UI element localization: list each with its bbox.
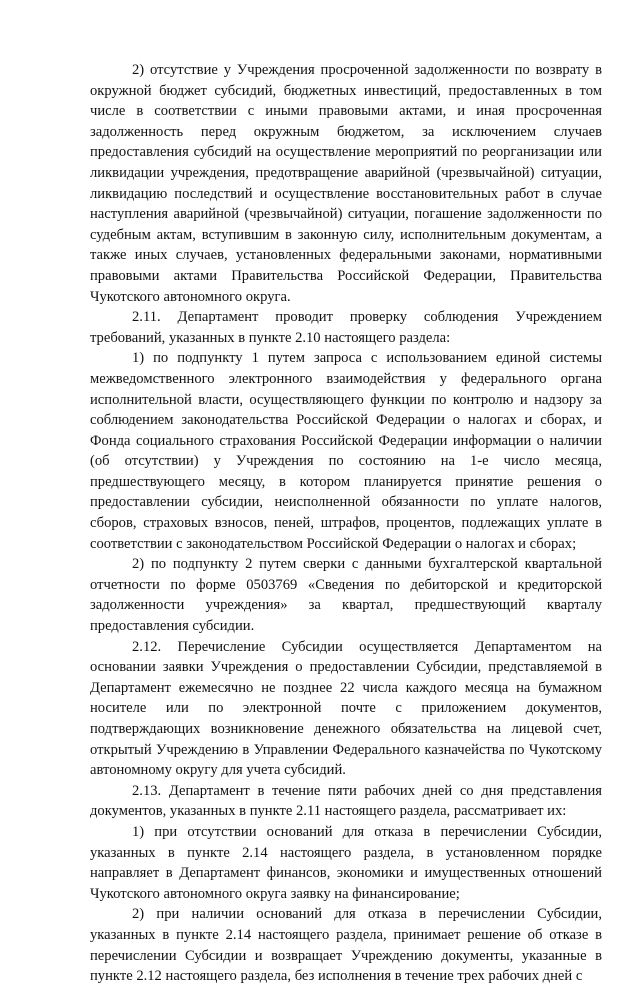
paragraph-2-11-item-2: 2) по подпункту 2 путем сверки с данными бухгалтерской квартальной отчетности по форме 0503769 «Сведения по дебиторской и кредиторской задолженности учреждения» за квартал, предшествующий кварталу предоставления субсидии.: [90, 556, 602, 635]
paragraph-2-13-item-1: 1) при отсутствии оснований для отказа в перечислении Субсидии, указанных в пункте 2.14 настоящего раздела, в установленном порядке направляет в Департамент финансов, экономики и имущественных отношений Чукотского автономного округа заявку на финансирование;: [90, 823, 602, 902]
paragraph-2-12: 2.12. Перечисление Субсидии осуществляется Департаментом на основании заявки Учреждения о предоставлении Субсидии, представляемой в Департамент ежемесячно не позднее 22 числа каждого месяца на бумажном носителе или по электронной почте с приложением документов, подтверждающих возникновение денежного обязательства на лицевой счет, открытый Учреждению в Управлении Федерального казначейства по Чукотскому автономному округу для учета субсидий.: [90, 638, 602, 779]
paragraph-2-13: 2.13. Департамент в течение пяти рабочих дней со дня представления документов, указанных в пункте 2.11 настоящего раздела, рассматривает их:: [90, 782, 602, 820]
paragraph-2-13-item-2: 2) при наличии оснований для отказа в перечислении Субсидии, указанных в пункте 2.14 настоящего раздела, принимает решение об отказе в перечислении Субсидии и возвращает Учреждению документы, указанные в пункте 2.12 настоящего раздела, без исполнения в течение трех рабочих дней с: [90, 906, 602, 985]
document-page: [90, 60, 602, 987]
paragraph-debt-condition: 2) отсутствие у Учреждения просроченной задолженности по возврату в окружной бюджет субсидий, бюджетных инвестиций, предоставленных в том числе в соответствии с иными правовыми актами, и иная просроченная задолженность перед окружным бюджетом, за исключением случаев предоставления субсидий на осуществление мероприятий по реорганизации или ликвидации учреждения, предотвращение аварийной (чрезвычайной) ситуации, ликвидацию последствий и осуществление восстановительных работ в случае наступления аварийной (чрезвычайной) ситуации, погашение задолженности по судебным актам, вступившим в законную силу, исполнительным документам, а также иных случаев, установленных федеральными законами, нормативными правовыми актами Правительства Российской Федерации, Правительства Чукотского автономного округа.: [90, 62, 602, 305]
paragraph-2-11: 2.11. Департамент проводит проверку соблюдения Учреждением требований, указанных в пункте 2.10 настоящего раздела:: [90, 309, 602, 346]
paragraph-2-11-item-1: 1) по подпункту 1 путем запроса с использованием единой системы межведомственного электронного взаимодействия у федерального органа исполнительной власти, осуществляющего функции по контролю и надзору за соблюдением законодательства Российской Федерации о налогах и сборах, и Фонда социального страхования Российской Федерации информации о наличии (об отсутствии) у Учреждения по состоянию на 1-е число месяца, предшествующего месяцу, в котором планируется принятие решения о предоставлении субсидии, неисполненной обязанности по уплате налогов, сборов, страховых взносов, пеней, штрафов, процентов, подлежащих уплате в соответствии с законодательством Российской Федерации о налогах и сборах;: [90, 350, 602, 552]
